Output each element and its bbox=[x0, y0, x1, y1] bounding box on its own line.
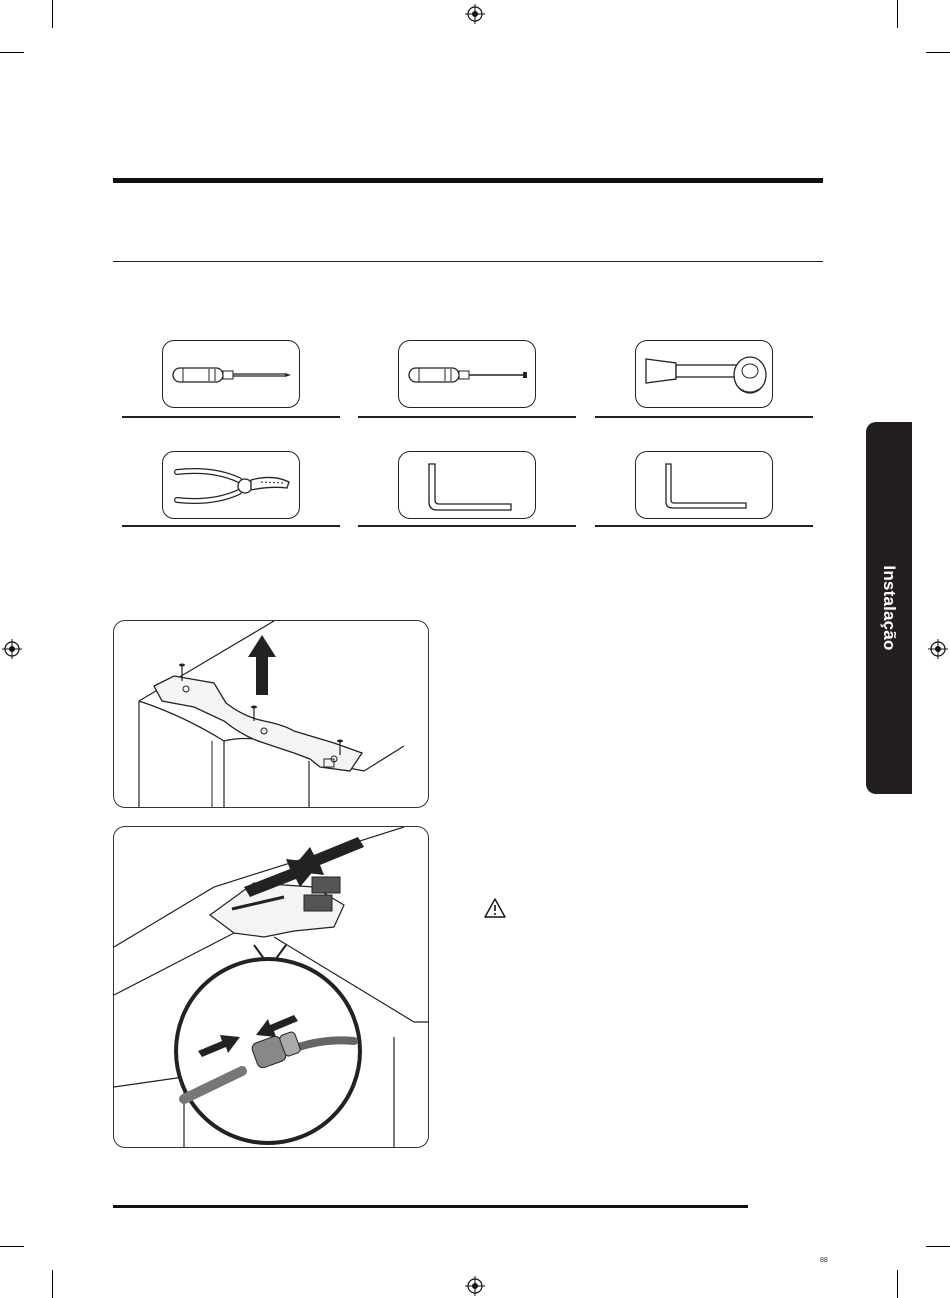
crop-mark bbox=[0, 1246, 24, 1247]
caution-triangle-icon bbox=[484, 898, 506, 918]
tool-hex-key-large bbox=[398, 451, 536, 519]
tool-label-line bbox=[595, 525, 813, 527]
crop-mark bbox=[0, 52, 24, 53]
tool-socket-wrench bbox=[635, 340, 773, 408]
crop-mark bbox=[52, 1270, 53, 1298]
crop-mark bbox=[926, 1246, 950, 1247]
figure-remove-hinge-cover bbox=[113, 620, 429, 808]
socket-wrench-icon bbox=[636, 341, 774, 409]
tool-hex-key-small bbox=[635, 451, 773, 519]
section-rule-thin bbox=[113, 261, 823, 262]
tool-label-line bbox=[358, 525, 576, 527]
crop-mark bbox=[897, 1270, 898, 1298]
tool-flat-screwdriver bbox=[398, 340, 536, 408]
crop-mark bbox=[926, 52, 950, 53]
footer-rule bbox=[113, 1205, 748, 1208]
tool-label-line bbox=[358, 416, 576, 418]
tool-label-line bbox=[122, 525, 340, 527]
registration-mark-right bbox=[928, 639, 948, 659]
tool-label-line bbox=[595, 416, 813, 418]
crop-mark bbox=[897, 0, 898, 28]
section-side-tab bbox=[866, 422, 912, 794]
hex-key-large-icon bbox=[399, 452, 537, 520]
tool-phillips-screwdriver bbox=[162, 340, 300, 408]
registration-mark-top bbox=[465, 4, 485, 24]
pliers-icon bbox=[163, 452, 301, 520]
remove-hinge-cover-illustration bbox=[114, 621, 429, 808]
figure-disconnect-water-line bbox=[113, 826, 429, 1148]
hex-key-small-icon bbox=[636, 452, 774, 520]
tool-label-line bbox=[122, 416, 340, 418]
page-number: 88 bbox=[820, 1257, 828, 1264]
section-rule-thick bbox=[113, 178, 823, 183]
phillips-screwdriver-icon bbox=[163, 341, 301, 409]
flat-screwdriver-icon bbox=[399, 341, 537, 409]
disconnect-water-line-illustration bbox=[114, 827, 429, 1148]
side-tab-label: Instalação bbox=[880, 565, 899, 651]
crop-mark bbox=[52, 0, 53, 28]
tool-pliers bbox=[162, 451, 300, 519]
registration-mark-bottom bbox=[465, 1276, 485, 1296]
registration-mark-left bbox=[2, 639, 22, 659]
